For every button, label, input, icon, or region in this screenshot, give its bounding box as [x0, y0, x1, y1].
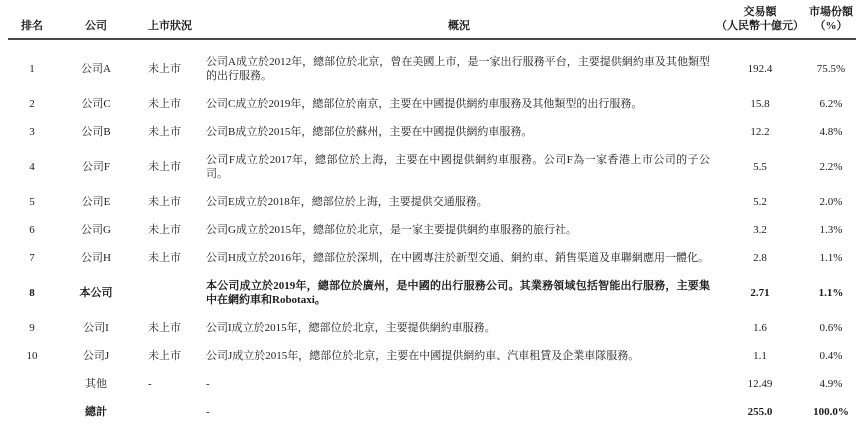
rank-cell: 2 — [29, 98, 35, 110]
gtv-cell: 5.5 — [753, 161, 767, 173]
table-row — [8, 341, 856, 369]
table-row — [8, 117, 856, 145]
rank-cell — [8, 397, 56, 424]
gtv-cell: 255.0 — [747, 406, 773, 418]
listing-status-cell: - — [148, 378, 152, 390]
company-cell: 公司F — [81, 161, 111, 173]
listing-status-cell: 未上市 — [148, 63, 181, 75]
market-share-cell: 6.2% — [819, 98, 843, 110]
market-share-cell: 2.0% — [819, 196, 843, 208]
overview-cell: - — [206, 406, 210, 418]
listing-status-cell: 未上市 — [148, 126, 181, 138]
overview-cell: 公司B成立於2015年，總部位於蘇州，主要在中國提供網約車服務。 — [206, 126, 533, 138]
header-rank: 排名 — [8, 2, 56, 39]
gtv-cell: 1.6 — [753, 322, 767, 334]
table-row — [8, 271, 856, 313]
rank-cell: 3 — [29, 126, 35, 138]
gtv-cell: 2.71 — [750, 287, 770, 299]
overview-cell: 公司A成立於2012年，總部位於北京，曾在美國上市，是一家出行服務平台，主要提供網約車及其他類型的出行服務。 — [206, 56, 710, 82]
overview-cell: 公司H成立於2016年，總部位於深圳，在中國專注於新型交通、網約車、銷售渠道及車聯網應用一體化。 — [206, 252, 709, 264]
gtv-cell: 5.2 — [753, 196, 767, 208]
company-cell: 公司I — [83, 322, 109, 334]
company-cell: 公司J — [82, 350, 110, 362]
header-company: 公司 — [56, 2, 136, 39]
rank-cell: 4 — [29, 161, 35, 173]
overview-cell: 公司E成立於2018年，總部位於上海，主要提供交通服務。 — [206, 196, 488, 208]
rank-cell: 9 — [29, 322, 35, 334]
overview-cell: 公司F成立於2017年，總部位於上海，主要在中國提供網約車服務。公司F為一家香港上市公司的子公司。 — [206, 154, 710, 180]
table-row — [8, 369, 856, 397]
company-cell: 公司C — [81, 98, 111, 110]
company-cell: 公司B — [81, 126, 111, 138]
company-cell: 公司E — [81, 196, 111, 208]
listing-status-cell: 未上市 — [148, 252, 181, 264]
overview-cell: 本公司成立於2019年，總部位於廣州，是中國的出行服務公司。其業務領域包括智能出行服務，主要集中在網約車和Robotaxi。 — [206, 280, 710, 306]
company-cell: 公司G — [81, 224, 111, 236]
listing-status-cell — [136, 397, 204, 424]
market-share-cell: 2.2% — [819, 161, 843, 173]
company-cell: 公司A — [81, 63, 111, 75]
header-overview: 概況 — [204, 2, 714, 39]
rank-cell: 1 — [29, 63, 35, 75]
header-gtv-unit: （人民幣十億元） — [716, 20, 804, 32]
rank-cell: 8 — [29, 287, 35, 299]
market-share-cell: 75.5% — [816, 63, 846, 75]
competitor-ranking-table — [8, 2, 856, 424]
market-share-cell: 0.4% — [819, 350, 843, 362]
gtv-cell: 15.8 — [750, 98, 770, 110]
listing-status-cell: 未上市 — [148, 161, 181, 173]
header-gtv-title: 交易額 — [743, 6, 777, 18]
rank-cell: 5 — [29, 196, 35, 208]
overview-cell: - — [206, 378, 210, 390]
rank-cell: 6 — [29, 224, 35, 236]
table-row — [8, 145, 856, 187]
overview-cell: 公司I成立於2015年，總部位於北京，主要提供網約車服務。 — [206, 322, 496, 334]
listing-status-cell: 未上市 — [148, 350, 181, 362]
rank-cell: 7 — [29, 252, 35, 264]
market-share-cell: 4.8% — [819, 126, 843, 138]
gtv-cell: 12.2 — [750, 126, 770, 138]
table-row — [8, 313, 856, 341]
market-share-cell: 100.0% — [813, 406, 849, 418]
table-row — [8, 187, 856, 215]
listing-status-cell — [136, 271, 204, 313]
overview-cell: 公司J成立於2015年，總部位於北京，主要在中國提供網約車、汽車租賃及企業車隊服務。 — [206, 350, 640, 362]
gtv-cell: 12.49 — [747, 378, 773, 390]
gtv-cell: 1.1 — [753, 350, 767, 362]
table-row — [8, 215, 856, 243]
table-row — [8, 89, 856, 117]
overview-cell: 公司G成立於2015年，總部位於北京，是一家主要提供網約車服務的旅行社。 — [206, 224, 577, 236]
listing-status-cell: 未上市 — [148, 196, 181, 208]
gtv-cell: 192.4 — [747, 63, 773, 75]
listing-status-cell: 未上市 — [148, 98, 181, 110]
table-header-row — [8, 2, 856, 39]
gtv-cell: 2.8 — [753, 252, 767, 264]
header-market-share — [806, 2, 856, 39]
company-cell: 其他 — [85, 378, 107, 390]
header-listing-status: 上市狀況 — [136, 2, 204, 39]
market-share-cell: 1.3% — [819, 224, 843, 236]
listing-status-cell: 未上市 — [148, 322, 181, 334]
table-row — [8, 243, 856, 271]
market-share-cell: 4.9% — [819, 378, 843, 390]
header-market-share-unit: （%） — [814, 20, 848, 32]
overview-cell: 公司C成立於2019年，總部位於南京，主要在中國提供網約車服務及其他類型的出行服務。 — [206, 98, 643, 110]
company-cell: 本公司 — [79, 287, 113, 299]
listing-status-cell: 未上市 — [148, 224, 181, 236]
market-share-cell: 0.6% — [819, 322, 843, 334]
table-row — [8, 397, 856, 424]
market-share-cell: 1.1% — [819, 252, 843, 264]
rank-cell — [8, 369, 56, 397]
table-body — [8, 39, 856, 424]
market-share-cell: 1.1% — [818, 287, 844, 299]
header-gtv — [714, 2, 806, 39]
rank-cell: 10 — [26, 350, 38, 362]
header-market-share-title: 市場份額 — [809, 6, 853, 18]
company-cell: 總計 — [85, 406, 107, 418]
gtv-cell: 3.2 — [753, 224, 767, 236]
table-row — [8, 39, 856, 89]
company-cell: 公司H — [81, 252, 111, 264]
